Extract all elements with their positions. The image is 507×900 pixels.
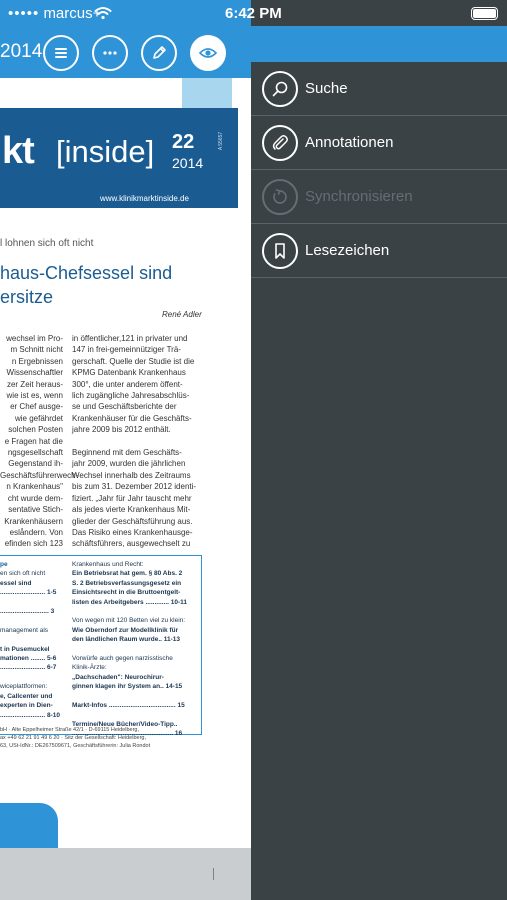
text-line: glieder der Geschäftsführung aus. xyxy=(72,516,193,526)
annotate-button[interactable] xyxy=(141,35,177,71)
view-mode-button[interactable] xyxy=(190,35,226,71)
battery-icon xyxy=(471,7,498,20)
text-line xyxy=(72,607,198,616)
text-line: ......................... 8-10 xyxy=(0,711,60,719)
text-line: Krankenhäusern xyxy=(4,516,63,526)
text-line: schäftsführers, ausgewechselt zu xyxy=(72,539,191,549)
text-line: bH · Alte Eppelheimer Straße 42/1 · D-69115 Heidelberg, xyxy=(0,727,139,733)
text-line: wiceplattformen: xyxy=(0,683,48,691)
text-line: ........................................................ 16 xyxy=(72,730,183,738)
text-line: jahr 2009, wurden die jährlichen xyxy=(72,459,186,469)
page-action-tab[interactable] xyxy=(0,803,58,848)
text-line: Termine/Neue Bücher/Video-Tipp.. xyxy=(72,720,178,728)
toc-column-left xyxy=(0,560,63,720)
toc-column-right xyxy=(72,560,198,739)
menu-item-annotations[interactable] xyxy=(251,116,507,170)
text-line: solchen Posten xyxy=(8,425,63,435)
text-line: in öffentlicher,121 in privater und xyxy=(72,334,188,343)
toolbar-title: 2014 xyxy=(0,41,43,62)
text-line: Vorwürfe auch gegen narzisstische xyxy=(72,655,173,663)
text-line: S. 2 Betriebsverfassungsgesetz ein xyxy=(72,579,182,587)
text-line: listen des Arbeitgebers ............. 10-11 xyxy=(72,598,187,606)
masthead-brand: kt xyxy=(2,130,34,172)
text-line: Ein Betriebsrat hat gem. § 80 Abs. 2 xyxy=(72,570,183,578)
text-line: ......................... 6-7 xyxy=(0,664,57,672)
imprint xyxy=(0,726,190,750)
bookmark-icon xyxy=(262,233,298,269)
menu-item-bookmarks[interactable] xyxy=(251,224,507,278)
text-line: ginnen klagen ihr System an.. 14-15 xyxy=(72,683,183,691)
headline-line: haus-Chefsessel sind xyxy=(0,263,173,283)
text-line: management als xyxy=(0,626,49,634)
text-line: wie ist es, wenn xyxy=(6,391,63,401)
text-line: sentative Stich- xyxy=(8,505,63,515)
text-line: Markt-Infos ..................................... 15 xyxy=(72,702,185,710)
text-line: 300°, die unter anderem öffent- xyxy=(72,379,183,389)
article-headline xyxy=(0,261,250,309)
status-bar xyxy=(0,0,507,26)
status-time: 6:42 PM xyxy=(225,5,282,22)
text-line: mationen ........ 5-6 xyxy=(0,655,57,663)
article-kicker: l lohnen sich oft nicht xyxy=(0,238,94,249)
text-line: 63, USt-IdNr.: DE267509671, Geschäftsführerin: Julia Rondot xyxy=(0,743,151,749)
text-line: Wissenschaftler xyxy=(6,368,63,378)
menu-item-search[interactable] xyxy=(251,62,507,116)
issn-label: A 55657 xyxy=(218,131,225,151)
search-icon xyxy=(262,71,298,107)
issue-year: 2014 xyxy=(172,155,204,171)
more-icon xyxy=(100,43,120,63)
text-line: e, Callcenter und xyxy=(0,692,53,700)
text-line xyxy=(72,645,198,654)
text-line: Wechsel innerhalb des Zeitraums xyxy=(72,470,191,480)
magazine-page[interactable] xyxy=(0,78,251,848)
text-line: „Dachschaden": Neurochirur- xyxy=(72,673,164,681)
scrubber-marker xyxy=(213,868,214,880)
menu-item-label: Annotationen xyxy=(305,134,394,151)
text-line: Einsichtsrecht in die Bruttoentgelt- xyxy=(72,589,181,597)
text-line: Krankenhäuser für die Geschäfts- xyxy=(72,413,192,423)
article-column-right xyxy=(72,333,202,550)
menu-button[interactable] xyxy=(43,35,79,71)
text-line: fiziert. „Jahr für Jahr tauscht mehr xyxy=(72,493,192,503)
text-line: experten in Dien- xyxy=(0,702,53,710)
menu-header-bar xyxy=(251,26,507,62)
text-line: ......................... 1-5 xyxy=(0,589,57,597)
text-line xyxy=(72,692,198,701)
text-line: ........................... 3 xyxy=(0,608,55,616)
text-line: Das Risiko eines Krankenhausge- xyxy=(72,527,193,537)
text-line: n Krankenhaus" xyxy=(6,482,63,492)
page-scrubber[interactable] xyxy=(0,848,251,900)
masthead-inside: [inside] xyxy=(56,134,155,169)
menu-item-label: Synchronisieren xyxy=(305,188,413,205)
text-line: zer Zeit heraus- xyxy=(6,379,63,389)
issue-number: 22 xyxy=(172,131,195,153)
text-line: Krankenhaus und Recht: xyxy=(72,561,144,568)
document-pane[interactable] xyxy=(0,0,251,900)
pencil-icon xyxy=(149,43,169,63)
text-line: m Schnitt nicht xyxy=(10,345,63,355)
text-line: Klinik-Ärzte: xyxy=(72,664,107,672)
wifi-icon xyxy=(94,6,112,20)
article-column-left xyxy=(0,333,79,550)
text-line: se und Geschäftsberichte der xyxy=(72,402,177,412)
signal-strength-icon: ••••• xyxy=(8,5,40,22)
text-line xyxy=(72,711,198,720)
text-line: wie gefährdet xyxy=(14,413,63,423)
sync-icon xyxy=(262,179,298,215)
text-line: Wie Oberndorf zur Modellklinik für xyxy=(72,626,179,634)
text-line: wechsel im Pro- xyxy=(6,334,63,343)
text-line: en sich oft nicht xyxy=(0,570,46,578)
article-author: René Adler xyxy=(162,310,202,319)
text-line: essel sind xyxy=(0,579,32,587)
text-line: t in Pusemuckel xyxy=(0,645,50,653)
text-line: Von wegen mit 120 Betten viel zu klein: xyxy=(72,617,186,625)
eye-icon xyxy=(198,43,218,63)
text-line: ngsgesellschaft xyxy=(7,448,63,458)
text-line xyxy=(0,616,63,625)
text-line: eslåndern. Von xyxy=(9,527,63,537)
text-line xyxy=(0,673,63,682)
text-line: 147 in frei-gemeinnütziger Trä- xyxy=(72,345,181,355)
text-line xyxy=(72,436,202,447)
side-menu xyxy=(251,0,507,900)
text-line: efinden sich 123 xyxy=(4,539,63,549)
text-line: n Ergebnissen xyxy=(11,356,63,366)
text-line: ax +49 62 21 91 49 6 20 · Sitz der Gesellschaft: Heidelberg, xyxy=(0,735,146,741)
text-line: gerschaft. Quelle der Studie ist die xyxy=(72,356,195,366)
more-button[interactable] xyxy=(92,35,128,71)
masthead xyxy=(0,108,238,208)
text-line: pe xyxy=(0,561,8,568)
text-line: Geschäftsführerwech- xyxy=(0,470,79,480)
text-line xyxy=(0,598,63,607)
menu-item-sync[interactable] xyxy=(251,170,507,224)
carrier-name: marcus+ xyxy=(43,5,102,22)
text-line: lich zugängliche Jahresabschlüs- xyxy=(72,391,190,401)
text-line: bis zum 31. Dezember 2012 identi- xyxy=(72,482,197,492)
text-line: jahre 2009 bis 2012 enthält. xyxy=(72,425,171,435)
menu-item-label: Suche xyxy=(305,80,348,97)
text-line: KPMG Datenbank Krankenhaus xyxy=(72,368,186,378)
menu-item-label: Lesezeichen xyxy=(305,242,390,259)
signal-carrier xyxy=(8,5,101,22)
text-line xyxy=(0,635,63,644)
text-line: e Fragen hat die xyxy=(4,436,63,446)
text-line: er Chef ausge- xyxy=(10,402,63,412)
paperclip-icon xyxy=(262,125,298,161)
text-line: den ländlichen Raum wurde.. 11-13 xyxy=(72,636,181,644)
text-line: cht wurde dem- xyxy=(7,493,63,503)
headline-line: ersitze xyxy=(0,287,54,307)
menu-icon xyxy=(51,43,71,63)
text-line: Beginnend mit dem Geschäfts- xyxy=(72,448,182,458)
text-line: Gegenstand ih- xyxy=(8,459,63,469)
text-line: als jedes vierte Krankenhaus Mit- xyxy=(72,505,191,515)
masthead-url: www.klinikmarktinside.de xyxy=(100,194,189,203)
